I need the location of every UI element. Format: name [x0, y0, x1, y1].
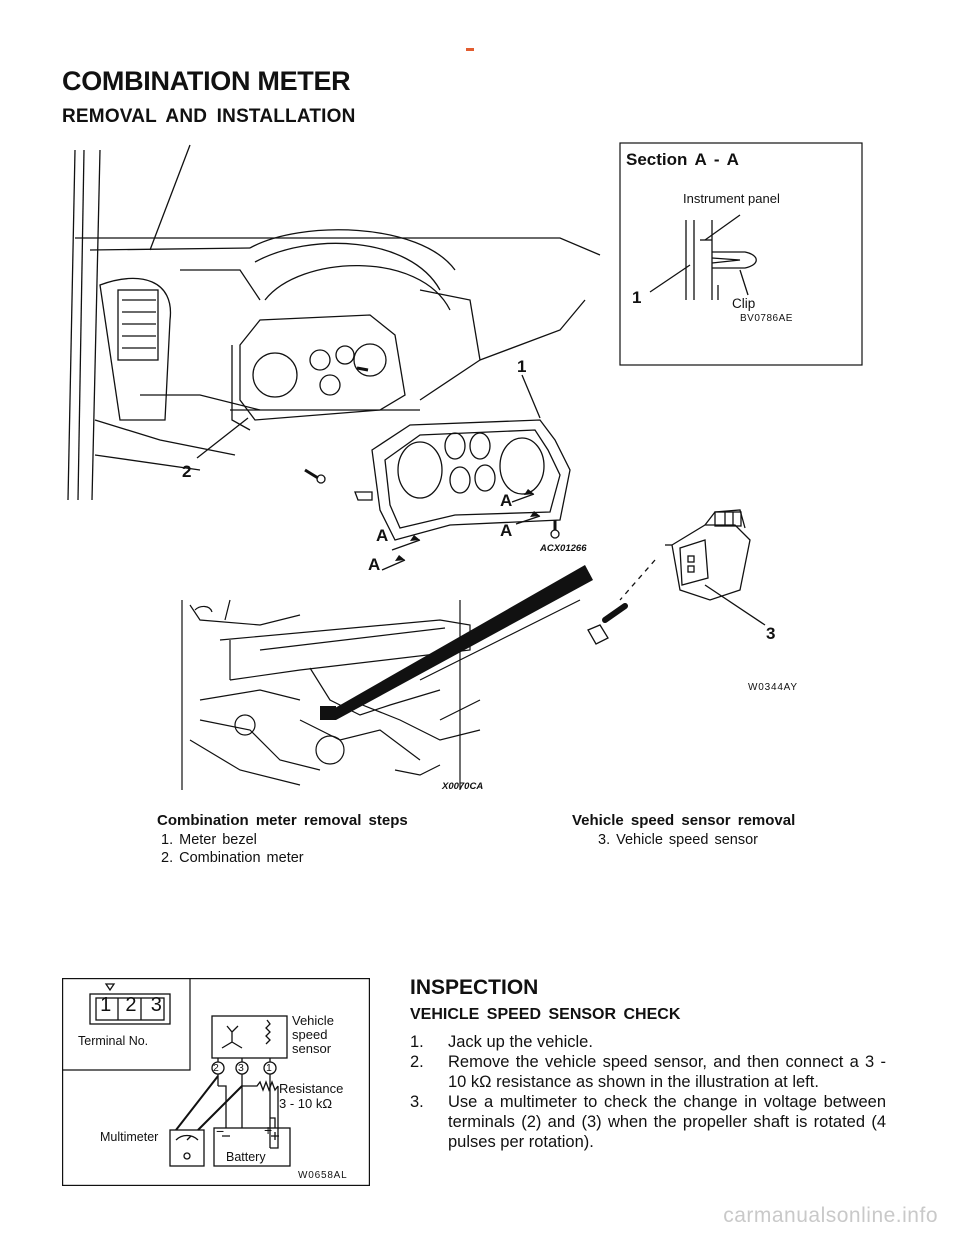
callout-3: 3 [766, 624, 776, 643]
callout-2: 2 [182, 462, 192, 481]
page-subtitle: REMOVAL AND INSTALLATION [62, 106, 356, 127]
speed-sensor-step-3: 3. Vehicle speed sensor [598, 832, 758, 848]
removal-steps-title: Combination meter removal steps [157, 812, 408, 829]
inspection-step-text: Jack up the vehicle. [448, 1033, 593, 1051]
section-figure-code: BV0786AE [740, 313, 793, 324]
callout-a-2: A [500, 521, 513, 540]
sensor-label-line-2: speed [292, 1027, 328, 1042]
terminal-digit-1: 1 [100, 994, 112, 1016]
removal-step-1: 1. Meter bezel [161, 832, 257, 848]
sensor-label-line-1: Vehicle [292, 1013, 334, 1028]
callout-1: 1 [517, 357, 527, 376]
inspection-step [410, 1092, 886, 1152]
inspection-subtitle: VEHICLE SPEED SENSOR CHECK [410, 1006, 681, 1023]
inspection-step-text: Remove the vehicle speed sensor, and then connect a 3 - 10 kΩ resistance as shown in the illustration at left. [448, 1053, 886, 1091]
pin-1: 1 [266, 1062, 272, 1074]
instrument-panel-label: Instrument panel [683, 191, 780, 206]
section-callout-1: 1 [632, 288, 642, 307]
terminal-digits [93, 994, 169, 1017]
clip-label: Clip [732, 296, 756, 311]
callout-a-4: A [368, 555, 381, 574]
battery-minus-label: − [216, 1123, 225, 1139]
inspection-step [410, 1032, 886, 1052]
speed-sensor-removal [572, 812, 795, 849]
inspection-step-number: 3. [410, 1093, 424, 1111]
callout-a-1: A [500, 491, 513, 510]
pin-2: 2 [213, 1062, 219, 1074]
resistance-value: 3 - 10 kΩ [279, 1096, 333, 1111]
terminal-digit-2: 2 [125, 994, 137, 1016]
inspection-step-text: Use a multimeter to check the change in voltage between terminals (2) and (3) when the propeller shaft is rotated (4 pulses per rotation). [448, 1093, 886, 1151]
inspection-step-number: 1. [410, 1033, 424, 1051]
speed-sensor-removal-title: Vehicle speed sensor removal [572, 812, 796, 829]
meter-figure-code: ACX01266 [540, 543, 587, 554]
inspection-step-number: 2. [410, 1053, 424, 1071]
battery-label: Battery [226, 1150, 266, 1164]
inspection-title: INSPECTION [410, 976, 539, 999]
circuit-figure-code: W0658AL [298, 1170, 348, 1181]
resistance-label-text: Resistance [279, 1081, 344, 1096]
watermark: carmanualsonline.info [723, 1204, 938, 1227]
page-title: COMBINATION METER [62, 66, 351, 96]
battery-plus-label: + [264, 1122, 273, 1138]
inspection-steps [410, 1032, 886, 1152]
section-title: Section A - A [626, 150, 739, 169]
resistance-label [279, 1081, 343, 1111]
inspection-step [410, 1052, 886, 1092]
callout-a-3: A [376, 526, 389, 545]
removal-step-2: 2. Combination meter [161, 850, 304, 866]
removal-steps [157, 812, 408, 867]
sensor-label [292, 1014, 334, 1056]
sensor-label-line-3: sensor [292, 1041, 332, 1056]
sensor-figure-code: W0344AY [748, 682, 798, 693]
multimeter-label: Multimeter [100, 1130, 159, 1144]
pin-3: 3 [238, 1062, 244, 1074]
terminal-digit-3: 3 [150, 994, 162, 1016]
terminal-label: Terminal No. [78, 1034, 149, 1048]
engine-figure-code: X0070CA [442, 781, 484, 792]
